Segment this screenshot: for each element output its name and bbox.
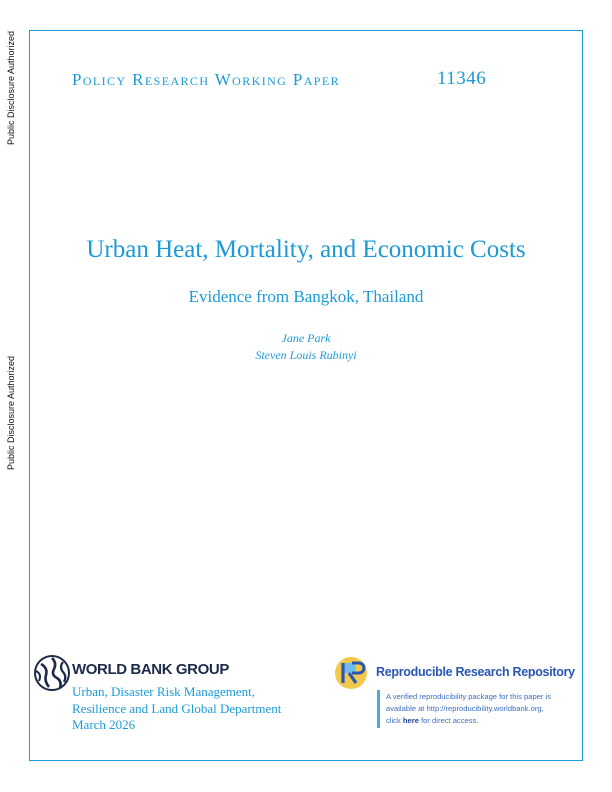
department-line-2: Resilience and Land Global Department xyxy=(72,701,282,716)
series-name: Policy Research Working Paper xyxy=(72,70,341,89)
publication-date: March 2026 xyxy=(72,717,136,732)
author-1: Jane Park xyxy=(281,331,331,345)
repository-note-line-3: click here for direct access. xyxy=(386,716,479,725)
repository-accent-bar xyxy=(377,690,380,728)
organization-name: WORLD BANK GROUP xyxy=(72,661,229,678)
paper-number: 11346 xyxy=(437,68,487,89)
disclosure-label-bottom: Public Disclosure Authorized xyxy=(6,355,16,471)
repository-name: Reproducible Research Repository xyxy=(376,665,575,679)
world-bank-globe-icon xyxy=(33,654,71,692)
repository-note-line-2: available at http://reproducibility.worldbank.org, xyxy=(386,704,544,713)
department-line-1: Urban, Disaster Risk Management, xyxy=(72,684,256,699)
reproducibility-logo-icon xyxy=(333,655,371,691)
cover-frame xyxy=(29,30,583,761)
author-2: Steven Louis Rubinyi xyxy=(255,348,357,362)
repository-note-line-1: A verified reproducibility package for this paper is xyxy=(386,692,552,701)
repository-link[interactable]: here xyxy=(402,716,419,725)
paper-subtitle: Evidence from Bangkok, Thailand xyxy=(188,287,424,306)
paper-title: Urban Heat, Mortality, and Economic Costs xyxy=(86,236,526,263)
disclosure-label-top: Public Disclosure Authorized xyxy=(6,30,16,146)
